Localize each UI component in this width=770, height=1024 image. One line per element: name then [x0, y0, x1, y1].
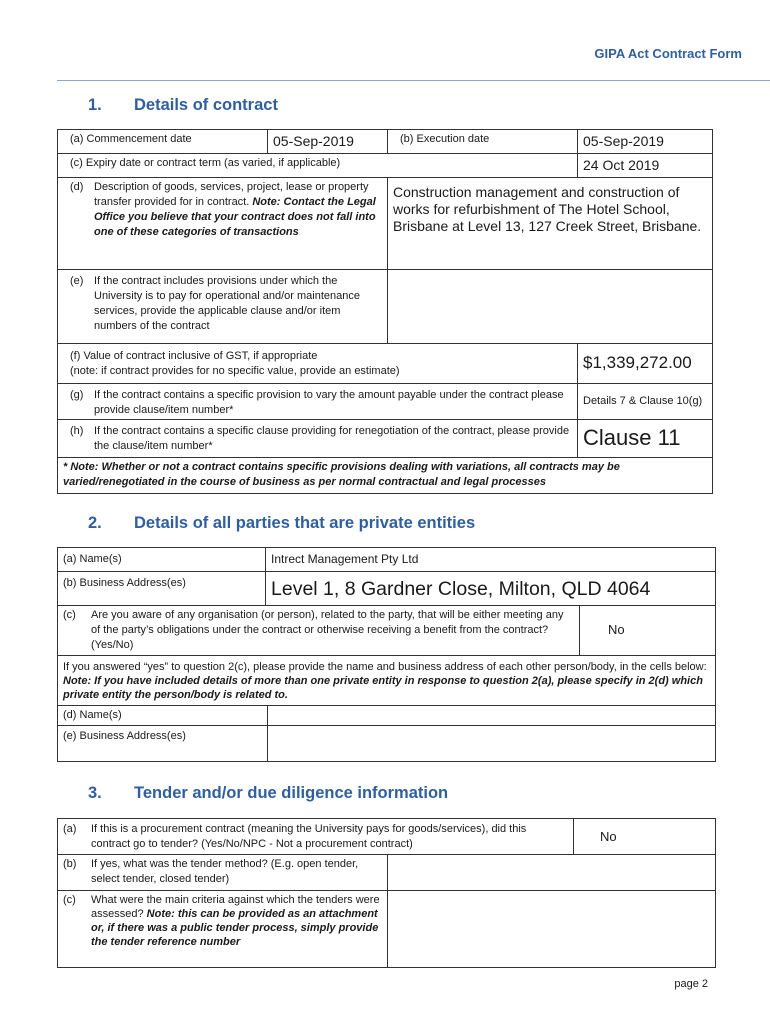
commencement-date-label: (a) Commencement date: [58, 130, 268, 154]
expiry-date-value[interactable]: 24 Oct 2019: [578, 154, 712, 178]
related-address-label: (e) Business Address(es): [58, 726, 268, 761]
private-entities-table: [57, 547, 716, 762]
variation-provision-text: If the contract contains a specific provision to vary the amount payable under the contract please provide clause/item number*: [94, 389, 564, 416]
operational-provisions-value[interactable]: [388, 270, 712, 344]
tender-method-answer[interactable]: [388, 855, 715, 891]
commencement-date-value[interactable]: 05-Sep-2019: [268, 130, 388, 154]
description-text: Description of goods, services, project, lease or property transfer provided for in contract.: [94, 181, 369, 208]
variation-provision-key: (g): [70, 389, 84, 401]
variation-provision-label: [58, 384, 578, 420]
execution-date-value[interactable]: 05-Sep-2019: [578, 130, 712, 154]
operational-provisions-text: If the contract includes provisions under which the University is to pay for operational and/or maintenance services, provide the applicable clause and/or item numbers of the contract: [94, 275, 360, 332]
related-entity-text: Are you aware of any organisation (or person), related to the party, that will be either meeting any of the party’s obligations under the contract or otherwise receiving a benefit from the contract? (Yes/No): [91, 609, 564, 651]
tender-question: [58, 819, 574, 855]
contract-value-line-1: (f) Value of contract inclusive of GST, if appropriate: [70, 350, 318, 362]
description-value[interactable]: Construction management and construction of works for refurbishment of The Hotel School, Brisbane at Level 13, 127 Creek Street, Brisbane.: [388, 178, 712, 270]
party-address-value[interactable]: Level 1, 8 Gardner Close, Milton, QLD 4064: [266, 572, 715, 606]
related-entity-question: [58, 606, 580, 656]
section-2-heading: [88, 514, 475, 533]
related-name-value[interactable]: [268, 706, 715, 726]
section-1-heading: [88, 96, 278, 115]
related-address-value[interactable]: [268, 726, 715, 761]
related-entity-instructions-note: Note: If you have included details of more than one private entity in response to question 2(a), please specify in 2(d) which private entity the person/body is related to.: [63, 675, 703, 701]
tender-method-question: [58, 855, 388, 891]
tender-question-text: If this is a procurement contract (meaning the University pays for goods/services), did this contract go to tender? (Yes/No/NPC - Not a procurement contract): [91, 823, 527, 850]
tender-criteria-answer[interactable]: [388, 891, 715, 967]
renegotiation-clause-label: [58, 420, 578, 458]
renegotiation-clause-value[interactable]: Clause 11: [578, 420, 712, 458]
party-name-value[interactable]: Intrect Management Pty Ltd: [266, 548, 715, 572]
description-label: [58, 178, 388, 270]
section-3-heading: [88, 784, 448, 803]
section-1-title: Details of contract: [134, 96, 278, 114]
section-2-number: 2.: [88, 514, 102, 532]
operational-provisions-key: (e): [70, 275, 84, 287]
tender-criteria-key: (c): [63, 894, 76, 906]
section-1-number: 1.: [88, 96, 102, 114]
contract-value-amount[interactable]: $1,339,272.00: [578, 344, 712, 384]
header-divider: [57, 80, 770, 81]
description-key: (d): [70, 181, 84, 193]
variation-provision-value[interactable]: Details 7 & Clause 10(g): [578, 384, 712, 420]
tender-method-key: (b): [63, 858, 77, 870]
tender-answer[interactable]: No: [574, 819, 715, 855]
expiry-date-label: (c) Expiry date or contract term (as varied, if applicable): [58, 154, 578, 178]
party-name-label: (a) Name(s): [58, 548, 266, 572]
variation-footnote: * Note: Whether or not a contract contains specific provisions dealing with variations, all contracts may be varied/renegotiated in the course of business as per normal contractual and legal processes: [63, 461, 620, 488]
execution-date-label: (b) Execution date: [388, 130, 578, 154]
tender-criteria-note: Note: this can be provided as an attachment or, if there was a public tender process, simply provide the tender reference number: [91, 908, 379, 948]
contract-value-line-2: (note: if contract provides for no specific value, provide an estimate): [70, 365, 400, 377]
description-note: Note: Contact the Legal Office you believe that your contract does not fall into one of these categories of transactions: [94, 196, 376, 238]
related-name-label: (d) Name(s): [58, 706, 268, 726]
operational-provisions-label: [58, 270, 388, 344]
related-entity-key: (c): [63, 609, 76, 621]
tender-criteria-question: [58, 891, 388, 967]
renegotiation-clause-key: (h): [70, 425, 84, 437]
tender-question-key: (a): [63, 823, 77, 835]
section-3-title: Tender and/or due diligence information: [134, 784, 449, 802]
related-entity-instructions-text: If you answered “yes” to question 2(c), please provide the name and business address of each other person/body, in the cells below:: [63, 661, 707, 673]
section-3-number: 3.: [88, 784, 102, 802]
form-title: GIPA Act Contract Form: [594, 46, 742, 61]
contract-value-label: [58, 344, 578, 384]
section-2-title: Details of all parties that are private entities: [134, 514, 476, 532]
related-entity-answer[interactable]: No: [580, 606, 715, 656]
tender-method-text: If yes, what was the tender method? (E.g. open tender, select tender, closed tender): [91, 858, 359, 885]
tender-info-table: [57, 818, 716, 968]
tender-criteria-text: What were the main criteria against which the tenders were assessed?: [91, 894, 380, 920]
related-entity-instructions: [58, 656, 715, 706]
renegotiation-clause-text: If the contract contains a specific clause providing for renegotiation of the contract, please provide the clause/item number*: [94, 425, 570, 452]
page-number: page 2: [674, 978, 708, 990]
party-address-label: (b) Business Address(es): [58, 572, 266, 606]
contract-details-table: [57, 129, 713, 494]
